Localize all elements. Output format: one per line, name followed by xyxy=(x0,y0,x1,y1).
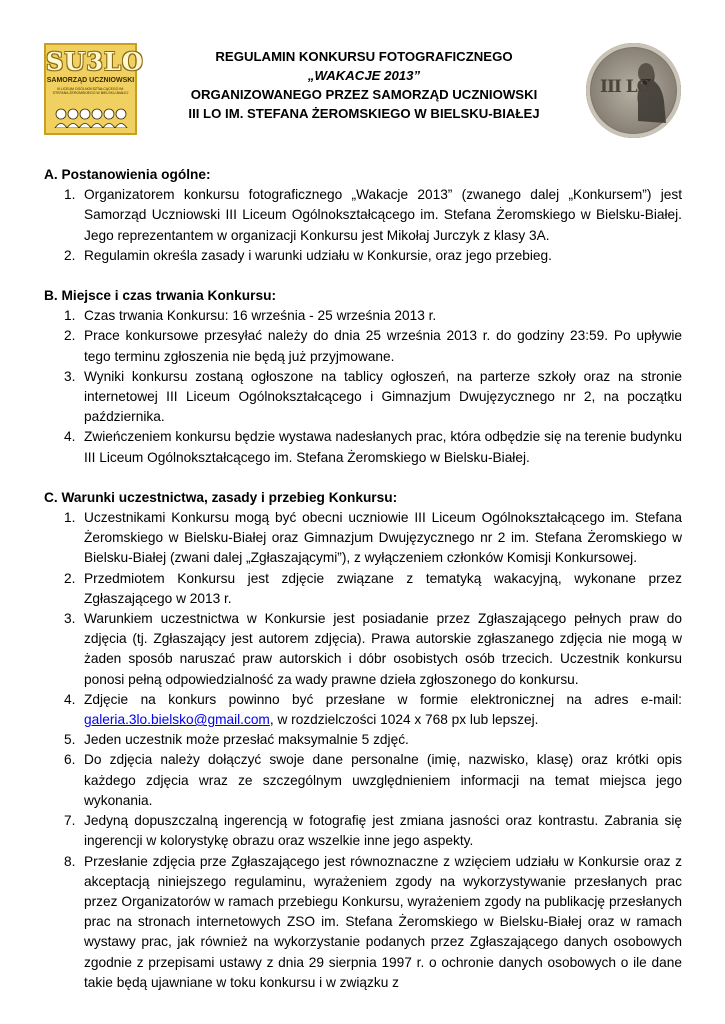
item-text: Prace konkursowe przesyłać należy do dnia 25 września 2013 r. do godziny 23:59. Po upływie tego terminu zgłoszenia nie będą już przyjmowane. xyxy=(84,328,682,364)
list-item xyxy=(44,852,682,993)
item-text-suffix: , w rozdzielczości 1024 x 768 px lub lepszej. xyxy=(269,712,539,728)
item-number: 7. xyxy=(64,813,76,829)
item-number: 2. xyxy=(64,247,76,263)
students-faces-icon xyxy=(52,106,129,128)
item-number: 1. xyxy=(64,308,76,324)
document-header xyxy=(150,47,578,123)
section-a-title: A. Postanowienia ogólne: xyxy=(44,167,211,182)
title-line-4: III LO IM. STEFANA ŻEROMSKIEGO W BIELSKU-BIAŁEJ xyxy=(188,106,540,121)
list-item xyxy=(44,326,682,366)
item-text: Do zdjęcia należy dołączyć swoje dane personalne (imię, nazwisko, klasę) oraz krótki opis każdego zdjęcia wraz ze szczególnym uwzględnieniem informacji na temat miejsca jego wykonania. xyxy=(84,752,682,808)
list-item xyxy=(44,609,682,690)
item-number: 5. xyxy=(64,732,76,748)
item-text: Jedyną dopuszczalną ingerencją w fotografię jest zmiana jasności oraz kontrastu. Zabrania się ingerencji w kolorystykę obrazu oraz wszelkie inne jego aspekty. xyxy=(84,813,682,849)
logo-fine-print: III LICEUM OGÓLNOKSZTAŁCĄCEGO IM. STEFANA ŻEROMSKIEGO W BIELSKU-BIAŁEJ xyxy=(52,87,129,95)
section-c-title: C. Warunki uczestnictwa, zasady i przebieg Konkursu: xyxy=(44,489,398,505)
list-item xyxy=(44,750,682,811)
list-item xyxy=(44,508,682,569)
section-b xyxy=(44,286,682,468)
item-number: 2. xyxy=(64,570,76,586)
item-text: Wyniki konkursu zostaną ogłoszone na tablicy ogłoszeń, na parterze szkoły oraz na stronie internetowej III Liceum Ogólnokształcącego i Gimnazjum Dwujęzycznego nr 2, na początku października. xyxy=(84,368,682,425)
samorzad-logo xyxy=(44,43,144,135)
item-text: Przedmiotem Konkursu jest zdjęcie związane z tematyką wakacyjną, wykonane przez Zgłaszającego w 2013 r. xyxy=(84,570,682,606)
medallion-label: III LO xyxy=(600,77,651,97)
item-text: Czas trwania Konkursu: 16 września - 25 września 2013 r. xyxy=(84,308,437,324)
list-item xyxy=(44,427,682,467)
section-a-list xyxy=(44,185,682,266)
list-item xyxy=(44,690,682,730)
item-text: Jeden uczestnik może przesłać maksymalnie 5 zdjęć. xyxy=(84,732,409,748)
item-number: 8. xyxy=(64,853,76,869)
item-text: Uczestnikami Konkursu mogą być obecni uczniowie III Liceum Ogólnokształcącego im. Stefana Żeromskiego w Bielsku-Białej oraz Gimnazjum Dwujęzycznego nr 2 im. Stefana Żeromskiego w Bielsku-Białej (zwani dalej „Zgłaszającymi”), z wyłączeniem członków Komisji Konkursowej. xyxy=(84,510,682,566)
email-link[interactable]: galeria.3lo.bielsko@gmail.com xyxy=(84,712,270,728)
item-number: 3. xyxy=(64,368,76,384)
list-item xyxy=(44,730,682,750)
item-number: 1. xyxy=(64,187,76,203)
item-text: Organizatorem konkursu fotograficznego „Wakacje 2013” (zwanego dalej „Konkursem”) jest Samorząd Uczniowski III Liceum Ogólnokształcącego im. Stefana Żeromskiego w Bielsku-Białej. Jego reprezentantem w organizacji Konkursu jest Mikołaj Jurczyk z klasy 3A. xyxy=(84,187,682,243)
list-item xyxy=(44,185,682,246)
title-line-3: ORGANIZOWANEGO PRZEZ SAMORZĄD UCZNIOWSKI xyxy=(190,87,538,102)
section-c xyxy=(44,488,682,993)
list-item xyxy=(44,306,682,326)
item-text: Zwieńczeniem konkursu będzie wystawa nadesłanych prac, która odbędzie się na terenie budynku III Liceum Ogólnokształcącego im. Stefana Żeromskiego w Bielsku-Białej. xyxy=(84,429,682,465)
item-text: Regulamin określa zasady i warunki udziału w Konkursie, oraz jego przebieg. xyxy=(84,247,552,263)
item-number: 4. xyxy=(64,691,76,707)
item-number: 2. xyxy=(64,328,76,344)
title-line-2: „WAKACJE 2013” xyxy=(307,68,421,83)
list-item xyxy=(44,811,682,851)
title-line-1: REGULAMIN KONKURSU FOTOGRAFICZNEGO xyxy=(215,49,513,64)
list-item xyxy=(44,246,682,266)
list-item xyxy=(44,569,682,609)
logo-subtitle: SAMORZĄD UCZNIOWSKI xyxy=(46,77,135,84)
logo-title: SU3LO xyxy=(46,47,144,76)
list-item xyxy=(44,367,682,428)
section-c-list xyxy=(44,508,682,993)
section-b-title: B. Miejsce i czas trwania Konkursu: xyxy=(44,288,276,304)
section-b-list xyxy=(44,306,682,468)
school-medallion-logo xyxy=(586,43,681,138)
item-number: 3. xyxy=(64,611,76,627)
item-number: 6. xyxy=(64,752,76,768)
item-number: 4. xyxy=(64,429,76,445)
document-body xyxy=(44,165,682,1013)
item-number: 1. xyxy=(64,510,76,526)
item-text: Warunkiem uczestnictwa w Konkursie jest posiadanie przez Zgłaszającego pełnych praw do zdjęcia (tj. Zgłaszający jest autorem zdjęcia). Prawa autorskie zgłaszanego zdjęcia nie mogą w żaden sposób naruszać praw autorskich i dóbr osobistych osób trzecich. Uczestnik konkursu ponosi pełną odpowiedzialność za wady prawne dzieła zgłoszonego do konkursu. xyxy=(84,611,682,687)
item-text: Zdjęcie na konkurs powinno być przesłane w formie elektronicznej na adres e-mail: xyxy=(84,691,682,707)
section-a xyxy=(44,165,682,266)
item-text: Przesłanie zdjęcia prze Zgłaszającego jest równoznaczne z wzięciem udziału w Konkursie oraz z akceptacją niniejszego regulaminu, wyrażeniem zgody na wykorzystywanie przesłanych prac przez Organizatorów w ramach przebiegu Konkursu, wyrażeniem zgody na publikację przesłanych prac na stronach internetowych ZSO im. Stefana Żeromskiego w Bielsku-Białej oraz w ramach wystawy prac, jak również na wykorzystanie podanych przez Zgłaszającego danych osobowych zgodnie z przepisami ustawy z dnia 29 sierpnia 1997 r. o ochronie danych osobowych o ile dane takie będą ujawniane w toku konkursu i w związku z xyxy=(84,853,682,990)
